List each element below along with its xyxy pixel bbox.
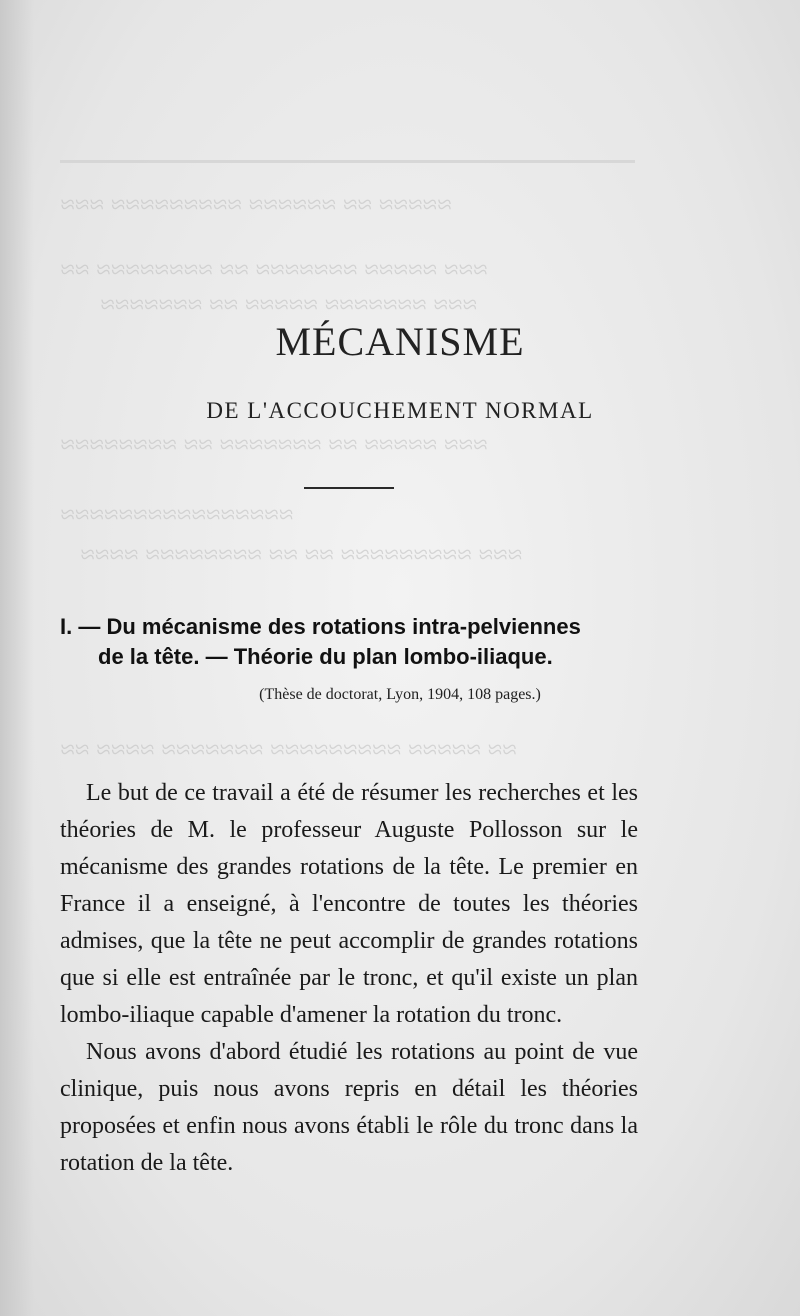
- paragraph: Le but de ce travail a été de résumer les recherches et les théories de M. le professeur Auguste Pollosson sur le mécanisme des grandes rotations de la tête. Le premier en France il a enseigné, à l'encontre de toutes les théories admises, que la tête ne peut accomplir de grandes rotations que si elle est entraînée par le tronc, et qu'il existe un plan lombo-iliaque capable d'amener la rotation du tronc.: [60, 780, 638, 1028]
- paragraph: Nous avons d'abord étudié les rotations au point de vue clinique, puis nous avons repris en détail les théories proposées et enfin nous avons établi le rôle du tronc dans la rotation de la tête.: [60, 1039, 638, 1176]
- section-heading: [60, 612, 660, 672]
- thesis-note: (Thèse de doctorat, Lyon, 1904, 108 pages.): [259, 686, 541, 703]
- title-divider: [304, 487, 394, 489]
- bleed-through-rule: [60, 160, 635, 163]
- bleed-through-text: ≈≈≈≈≈ ≈≈ ≈≈≈≈≈≈ ≈≈≈≈≈≈≈≈≈ ≈≈≈: [60, 190, 452, 219]
- bleed-through-text: ≈≈ ≈≈≈≈≈ ≈≈≈≈≈≈≈≈≈ ≈≈≈≈≈≈≈ ≈≈≈≈ ≈≈: [60, 735, 517, 764]
- section-heading-line-2: de la tête. — Théorie du plan lombo-iliaque.: [98, 644, 553, 669]
- body-text: [60, 775, 638, 1182]
- bleed-through-text: ≈≈≈≈≈≈≈≈≈≈≈≈≈≈≈≈: [60, 500, 294, 529]
- section-heading-line-1: I. — Du mécanisme des rotations intra-pelviennes: [60, 614, 581, 639]
- bleed-through-text: ≈≈≈ ≈≈≈≈≈ ≈≈≈≈≈≈≈ ≈≈ ≈≈≈≈≈≈≈≈ ≈≈: [60, 255, 488, 284]
- bleed-through-text: ≈≈≈ ≈≈≈≈≈≈≈ ≈≈≈≈≈ ≈≈ ≈≈≈≈≈≈≈: [100, 290, 477, 319]
- page-edge-shadow: [0, 0, 34, 1316]
- page-subtitle: DE L'ACCOUCHEMENT NORMAL: [206, 398, 594, 423]
- bleed-through-text: ≈≈≈ ≈≈≈≈≈≈≈≈≈ ≈≈ ≈≈ ≈≈≈≈≈≈≈≈ ≈≈≈≈: [80, 540, 522, 569]
- page-title: MÉCANISME: [275, 319, 525, 364]
- bleed-through-text: ≈≈≈ ≈≈≈≈≈ ≈≈ ≈≈≈≈≈≈≈ ≈≈ ≈≈≈≈≈≈≈≈: [60, 430, 488, 459]
